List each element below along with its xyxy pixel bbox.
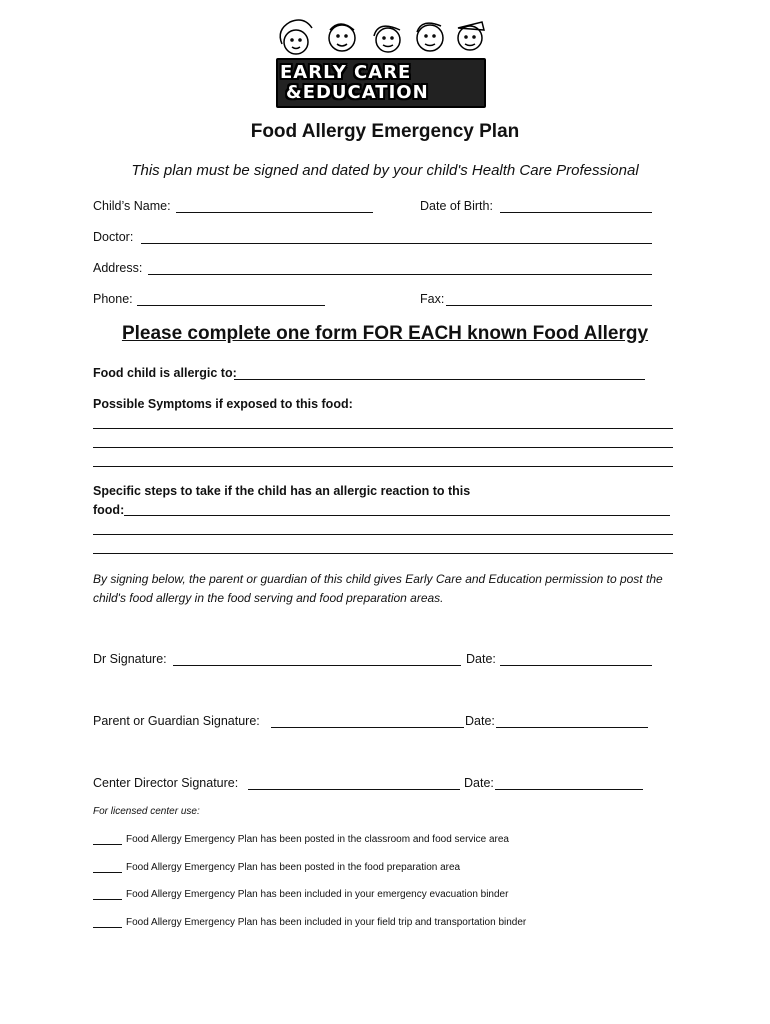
- section-heading: Please complete one form FOR EACH known Food Allergy: [121, 323, 649, 344]
- allergic-to-field[interactable]: [234, 379, 645, 380]
- parent-signature-label: Parent or Guardian Signature:: [93, 714, 260, 728]
- checklist-item-4: Food Allergy Emergency Plan has been included in your field trip and transportation binder: [126, 917, 527, 928]
- steps-line-3[interactable]: [93, 553, 673, 554]
- child-name-label: Child’s Name:: [93, 199, 171, 213]
- parent-date-field[interactable]: [496, 727, 648, 728]
- dr-signature-label: Dr Signature:: [93, 652, 167, 666]
- dr-date-field[interactable]: [500, 665, 652, 666]
- symptoms-label: Possible Symptoms if exposed to this food:: [93, 397, 353, 411]
- fax-field[interactable]: [446, 305, 652, 306]
- symptoms-line-3[interactable]: [93, 466, 673, 467]
- doctor-field[interactable]: [141, 243, 652, 244]
- checklist-item-2: Food Allergy Emergency Plan has been posted in the food preparation area: [126, 862, 461, 873]
- director-signature-field[interactable]: [248, 789, 460, 790]
- child-name-field[interactable]: [176, 212, 373, 213]
- logo-line-2: &EDUCATION: [286, 82, 429, 103]
- phone-field[interactable]: [137, 305, 325, 306]
- logo: [270, 14, 490, 106]
- director-date-field[interactable]: [495, 789, 643, 790]
- subtitle: This plan must be signed and dated by your child's Health Care Professional: [131, 162, 639, 179]
- symptoms-line-1[interactable]: [93, 428, 673, 429]
- steps-line-2[interactable]: [93, 534, 673, 535]
- director-date-label: Date:: [464, 776, 494, 790]
- address-label: Address:: [93, 261, 143, 275]
- checklist-blank-2[interactable]: [93, 872, 122, 873]
- allergic-to-label: Food child is allergic to:: [93, 366, 237, 380]
- address-field[interactable]: [148, 274, 652, 275]
- checklist-item-3: Food Allergy Emergency Plan has been included in your emergency evacuation binder: [126, 889, 509, 900]
- children-faces-icon: [270, 14, 490, 64]
- checklist-item-1: Food Allergy Emergency Plan has been posted in the classroom and food service area: [126, 834, 509, 845]
- dob-label: Date of Birth:: [420, 199, 493, 213]
- steps-line-1[interactable]: [124, 515, 670, 516]
- logo-line-1: EARLY CARE: [280, 62, 412, 83]
- symptoms-line-2[interactable]: [93, 447, 673, 448]
- checklist-blank-1[interactable]: [93, 844, 122, 845]
- consent-text: By signing below, the parent or guardian of this child gives Early Care and Education permission to post the child's food allergy in the food serving and food preparation areas.: [93, 572, 663, 605]
- parent-signature-field[interactable]: [271, 727, 464, 728]
- checklist-blank-4[interactable]: [93, 927, 122, 928]
- dr-date-label: Date:: [466, 652, 496, 666]
- page-title: Food Allergy Emergency Plan: [250, 121, 520, 142]
- director-signature-label: Center Director Signature:: [93, 776, 239, 790]
- steps-label-cont: food:: [93, 503, 125, 517]
- steps-label: Specific steps to take if the child has an allergic reaction to this: [93, 484, 471, 498]
- phone-label: Phone:: [93, 292, 133, 306]
- licensed-label: For licensed center use:: [93, 806, 200, 817]
- checklist-blank-3[interactable]: [93, 899, 122, 900]
- dr-signature-field[interactable]: [173, 665, 461, 666]
- dob-field[interactable]: [500, 212, 652, 213]
- doctor-label: Doctor:: [93, 230, 134, 244]
- fax-label: Fax:: [420, 292, 445, 306]
- parent-date-label: Date:: [465, 714, 495, 728]
